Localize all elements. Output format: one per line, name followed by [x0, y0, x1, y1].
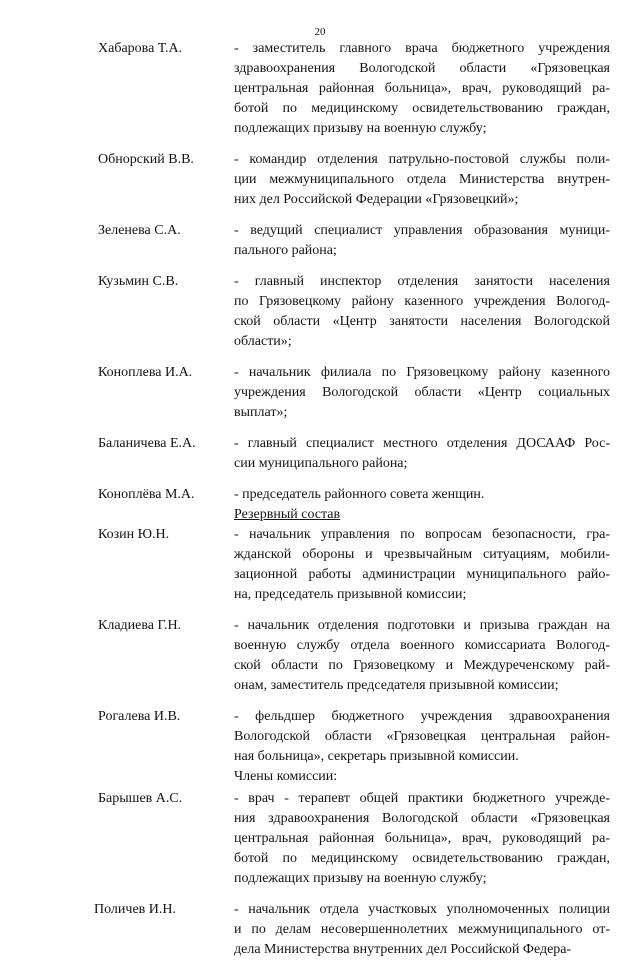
position-line: - ведущий специалист управления образования муници-	[234, 223, 610, 238]
position-line: - начальник отделения подготовки и призыва граждан на	[234, 618, 610, 633]
position-line: области»;	[234, 334, 292, 349]
position-line: - начальник отдела участковых уполномоченных полиции	[234, 902, 610, 917]
member-position	[234, 272, 610, 352]
member-name: Рогалева И.В.	[98, 709, 181, 724]
member-position	[234, 39, 610, 139]
member-entry	[0, 150, 640, 210]
member-entry	[0, 434, 640, 474]
member-name: Поличев И.Н.	[94, 902, 176, 917]
position-line: выплат»;	[234, 405, 288, 420]
position-line: и по делам несовершеннолетних межмуниципального от-	[234, 922, 610, 937]
position-line: ботой по медицинскому освидетельствованию граждан,	[234, 101, 610, 116]
member-entry	[0, 616, 640, 696]
members-list-main	[0, 39, 640, 505]
member-entry	[0, 707, 640, 767]
members-list-reserve	[0, 525, 640, 767]
position-line: Вологодской области «Грязовецкая центральная район-	[234, 729, 610, 744]
position-line: ской области «Центр занятости населения Вологодской	[234, 314, 610, 329]
member-position	[234, 485, 610, 505]
position-line: ная больница», секретарь призывной комиссии.	[234, 749, 519, 764]
member-name: Зеленева С.А.	[98, 223, 181, 238]
position-line: - фельдшер бюджетного учреждения здравоохранения	[234, 709, 610, 724]
position-line: сии муниципального района;	[234, 456, 408, 471]
position-line: учреждения Вологодской области «Центр социальных	[234, 385, 610, 400]
position-line: по Грязовецкому району казенного учреждения Вологод-	[234, 294, 610, 309]
position-line: на, председатель призывной комиссии;	[234, 587, 467, 602]
member-entry	[0, 525, 640, 605]
position-line: - командир отделения патрульно-постовой службы поли-	[234, 152, 610, 167]
position-line: - начальник управления по вопросам безопасности, гра-	[234, 527, 610, 542]
position-line: - главный специалист местного отделения ДОСААФ Рос-	[234, 436, 610, 451]
member-name: Хабарова Т.А.	[98, 41, 183, 56]
member-name: Коноплева И.А.	[98, 365, 193, 380]
page-number: 20	[314, 26, 326, 38]
member-entry	[0, 789, 640, 889]
position-line: здравоохранения Вологодской области «Грязовецкая	[234, 61, 610, 76]
member-name: Кузьмин С.В.	[98, 274, 179, 289]
members-list-commission	[0, 789, 640, 960]
member-position	[234, 150, 610, 210]
position-line: ции межмуниципального отдела Министерства внутрен-	[234, 172, 610, 187]
member-position	[234, 900, 610, 960]
position-line: - заместитель главного врача бюджетного учреждения	[234, 41, 610, 56]
member-name: Баланичева Е.А.	[98, 436, 196, 451]
member-position	[234, 789, 610, 889]
member-entry	[0, 900, 640, 960]
position-line: онам, заместитель председателя призывной комиссии;	[234, 678, 559, 693]
position-line: центральная районная больница», врач, руководящий ра-	[234, 81, 610, 96]
position-line: зационной работы администрации муниципального райо-	[234, 567, 610, 582]
member-name: Кладиева Г.Н.	[98, 618, 182, 633]
position-line: - начальник филиала по Грязовецкому району казенного	[234, 365, 610, 380]
member-entry	[0, 39, 640, 139]
member-position	[234, 707, 610, 767]
member-name: Козин Ю.Н.	[98, 527, 170, 542]
reserve-heading: Резервный состав	[234, 507, 341, 522]
member-position	[234, 363, 610, 423]
member-position	[234, 221, 610, 261]
position-line: - главный инспектор отделения занятости населения	[234, 274, 610, 289]
position-line: военную службу отдела военного комиссариата Вологод-	[234, 638, 610, 653]
member-entry	[0, 221, 640, 261]
member-name: Коноплёва М.А.	[98, 487, 195, 502]
position-line: дела Министерства внутренних дел Российской Федера-	[234, 942, 572, 957]
member-entry	[0, 485, 640, 505]
position-line: подлежащих призыву на военную службу;	[234, 871, 487, 886]
member-name: Барышев А.С.	[98, 791, 183, 806]
position-line: подлежащих призыву на военную службу;	[234, 121, 487, 136]
position-line: ской области по Грязовецкому и Междуреченскому рай-	[234, 658, 610, 673]
member-entry	[0, 363, 640, 423]
position-line: ботой по медицинскому освидетельствованию граждан,	[234, 851, 610, 866]
members-heading: Члены комиссии:	[234, 769, 338, 784]
position-line: - председатель районного совета женщин.	[234, 487, 485, 502]
position-line: жданской обороны и чрезвычайным ситуациям, мобили-	[234, 547, 610, 562]
member-entry	[0, 272, 640, 352]
document-body	[0, 39, 640, 960]
member-name: Обнорский В.В.	[98, 152, 194, 167]
position-line: - врач - терапевт общей практики бюджетного учрежде-	[234, 791, 610, 806]
member-position	[234, 616, 610, 696]
member-position	[234, 434, 610, 474]
position-line: них дел Российской Федерации «Грязовецкий»;	[234, 192, 519, 207]
position-line: ния здравоохранения Вологодской области «Грязовецкая	[234, 811, 610, 826]
member-position	[234, 525, 610, 605]
position-line: центральная районная больница», врач, руководящий ра-	[234, 831, 610, 846]
position-line: пального района;	[234, 243, 337, 258]
